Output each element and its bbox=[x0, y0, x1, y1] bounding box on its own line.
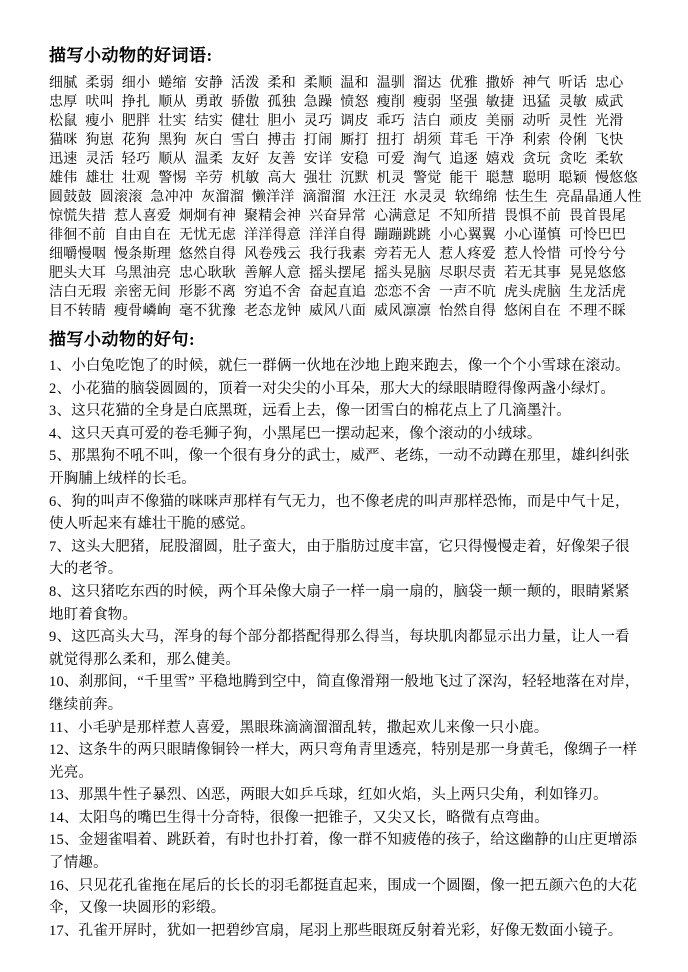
sentence-item: 11、小毛驴是那样惹人喜爱，黑眼珠滴滴溜溜乱转，撒起欢儿来像一只小鹿。 bbox=[49, 719, 549, 736]
word-row: 细嚼慢咽 慢条斯理 悠然自得 风卷残云 我行我素 旁若无人 惹人疼爱 惹人怜惜 可怜兮兮 bbox=[49, 247, 627, 262]
word-row: 圆鼓鼓 圆滚滚 急冲冲 灰溜溜 懒洋洋 滴溜溜 水汪汪 水灵灵 软绵绵 怯生生 亮晶晶通人性 bbox=[49, 190, 642, 205]
word-row: 目不转睛 瘦骨嶙峋 毫不犹豫 老态龙钟 威风八面 威风凛凛 怡然自得 悠闲自在 不理不睬 bbox=[49, 304, 627, 319]
sentence-item: 3、这只花猫的全身是白底黑斑，远看上去，像一团雪白的棉花点上了几滴墨汁。 bbox=[49, 403, 571, 420]
sentence-item: 7、这头大肥猪，屁股溜圆，肚子蛮大，由于脂肪过度丰富，它只得慢慢走着，好像架子很大的老爷。 bbox=[49, 538, 630, 578]
sentence-item: 4、这只天真可爱的卷毛狮子狗，小黑尾巴一摆动起来，像个滚动的小绒球。 bbox=[49, 425, 542, 442]
word-row: 松鼠 瘦小 肥胖 壮实 结实 健壮 胆小 灵巧 调皮 乖巧 洁白 顽皮 美丽 动听 灵性 光滑 bbox=[49, 114, 624, 129]
word-row: 洁白无瑕 亲密无间 形影不离 穷追不舍 奋起直追 恋恋不舍 一声不吭 虎头虎脑 生龙活虎 bbox=[49, 285, 627, 300]
sentence-item: 2、小花猫的脑袋圆圆的，顶着一对尖尖的小耳朵，那大大的绿眼睛瞪得像两盏小绿灯。 bbox=[49, 380, 616, 397]
word-row: 徘徊不前 自由自在 无忧无虑 洋洋得意 洋洋自得 蹦蹦跳跳 小心翼翼 小心谨慎 可怜巴巴 bbox=[49, 228, 627, 243]
word-row: 忠厚 吠叫 挣扎 顺从 勇敢 骄傲 孤独 急躁 愤怒 瘦削 瘦弱 坚强 敏捷 迅猛 灵敏 威武 bbox=[49, 95, 624, 110]
sentence-item: 10、刹那间，“千里雪” 平稳地腾到空中，简直像滑翔一般地飞过了深沟，轻轻地落在对岸，继续前奔。 bbox=[49, 674, 640, 713]
word-row: 迅速 灵活 轻巧 顺从 温柔 友好 友善 安详 安稳 可爱 淘气 追逐 嬉戏 贪玩 贪吃 柔软 bbox=[49, 152, 624, 167]
sentence-item: 15、金翅雀唱着、跳跃着，有时也扑打着，像一群不知疲倦的孩子，给这幽静的山庄更增添了情趣。 bbox=[49, 832, 638, 872]
word-list bbox=[49, 74, 644, 321]
sentence-list bbox=[49, 355, 644, 942]
sentence-item: 1、小白兔吃饱了的时候，就仨一群俩一伙地在沙地上跑来跑去，像一个个小雪球在滚动。 bbox=[49, 358, 630, 374]
sentence-item: 13、那黑牛性子暴烈、凶恶，两眼大如乒乓球，红如火焰，头上两只尖角，利如锋刃。 bbox=[49, 787, 608, 804]
sentence-item: 17、孔雀开屏时，犹如一把碧纱宫扇，尾羽上那些眼斑反射着光彩，好像无数面小镜子。 bbox=[49, 922, 623, 939]
word-row: 猫咪 狗崽 花狗 黑狗 灰白 雪白 搏击 打闹 厮打 扭打 胡须 茸毛 干净 利索 伶俐 飞快 bbox=[49, 133, 624, 148]
word-row: 惊慌失措 惹人喜爱 炯炯有神 聚精会神 兴奋异常 心满意足 不知所措 畏惧不前 畏首畏尾 bbox=[49, 209, 627, 224]
sentence-item: 8、这只猪吃东西的时候，两个耳朵像大扇子一样一扇一扇的，脑袋一颠一颠的，眼睛紧紧地盯着食物。 bbox=[49, 583, 630, 623]
sentence-item: 16、只见花孔雀拖在尾后的长长的羽毛都挺直起来，围成一个圆圈，像一把五颜六色的大花伞，又像一块圆形的彩缎。 bbox=[49, 877, 638, 917]
word-row: 肥头大耳 乌黑油亮 忠心耿耿 善解人意 摇头摆尾 摇头晃脑 尽职尽责 若无其事 晃晃悠悠 bbox=[49, 266, 627, 281]
word-row: 细腻 柔弱 细小 蜷缩 安静 活泼 柔和 柔顺 温和 温驯 溜达 优雅 撒娇 神气 听话 忠心 bbox=[49, 76, 624, 91]
words-section-heading: 描写小动物的好词语: bbox=[49, 46, 213, 65]
sentence-item: 12、这条牛的两只眼睛像铜铃一样大，两只弯角青里透亮，特别是那一身黄毛，像绸子一样光亮。 bbox=[49, 742, 638, 781]
word-row: 雄伟 雄壮 壮观 警惕 辛劳 机敏 高大 强壮 沉默 机灵 警觉 能干 聪慧 聪明 聪颖 慢悠悠 bbox=[49, 171, 638, 186]
sentence-item: 9、这匹高头大马，浑身的每个部分都搭配得那么得当，每块肌肉都显示出力量，让人一看就觉得那么柔和，那么健美。 bbox=[49, 629, 630, 668]
sentence-item: 5、那黑狗不吼不叫，像一个很有身分的武士，威严、老练，一动不动蹲在那里，雄纠纠张开胸脯上绒样的长毛。 bbox=[49, 448, 630, 487]
sentence-item: 6、狗的叫声不像猫的咪咪声那样有气无力，也不像老虎的叫声那样恐怖，而是中气十足，使人听起来有雄壮干脆的感觉。 bbox=[49, 493, 630, 533]
sentences-section-heading: 描写小动物的好句: bbox=[49, 330, 196, 349]
sentence-item: 14、太阳鸟的嘴巴生得十分奇特，很像一把锥子，又尖又长，略微有点弯曲。 bbox=[49, 809, 549, 826]
